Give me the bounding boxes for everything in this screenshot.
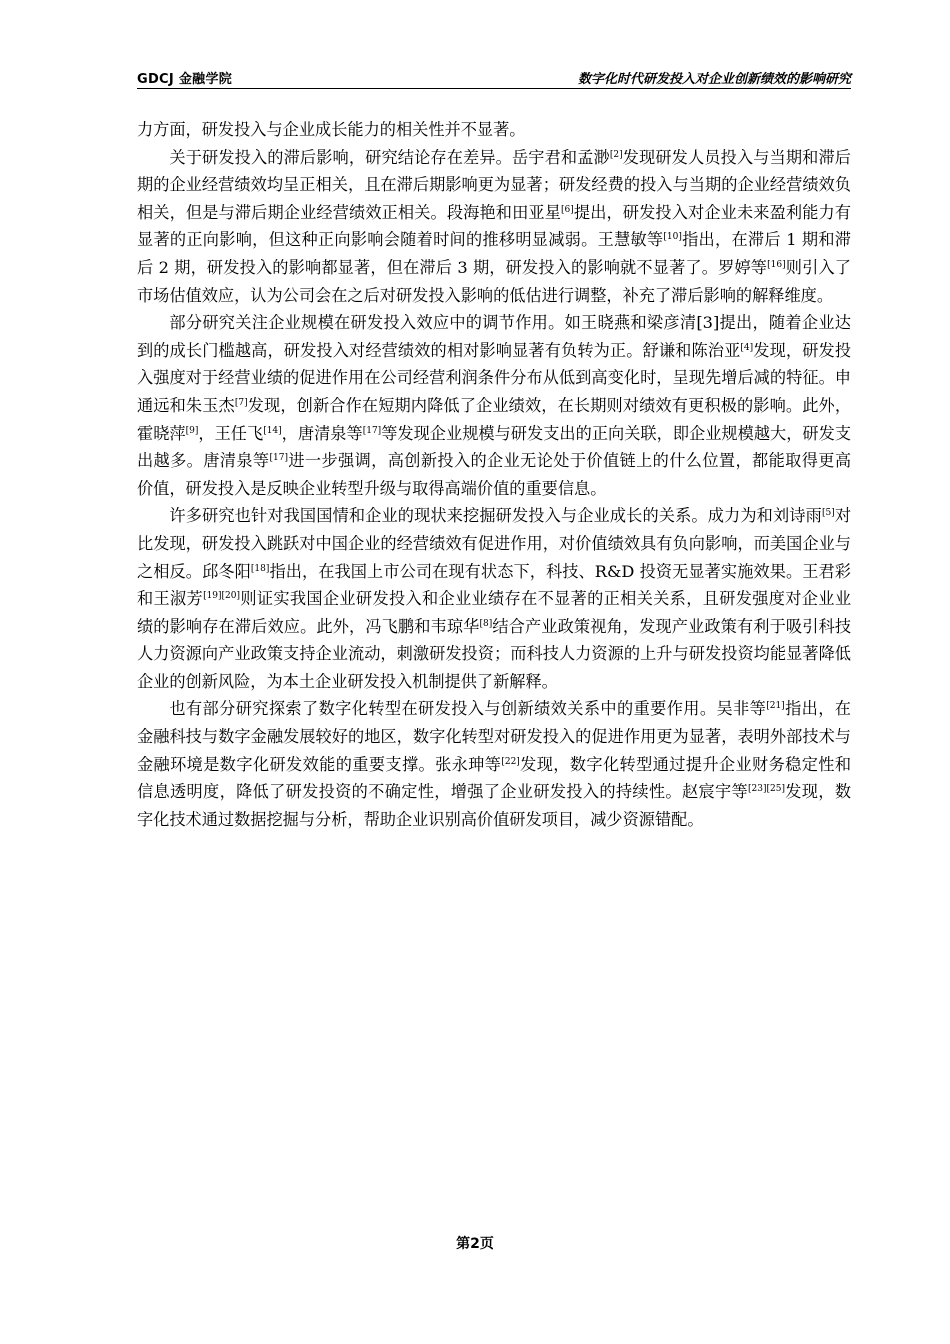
- paragraph-text: 力方面，研发投入与企业成长能力的相关性并不显著。: [137, 120, 526, 139]
- citation-marker: [2]: [609, 149, 623, 160]
- citation-marker: [10]: [663, 232, 682, 243]
- paragraph-text: 对比发现，研发投入跳跃对中国企业的经营绩效有促进作用，对价值绩效具有负向影响，而美国企业与之相反。邱冬阳: [137, 506, 852, 581]
- paragraph-text: 关于研发投入的滞后影响，研究结论存在差异。岳宇君和孟渺: [169, 147, 610, 167]
- paragraph-text: 结合产业政策视角，发现产业政策有利于吸引科技人力资源向产业政策支持企业流动，刺激研发投资；而科技人力资源的上升与研发投资均能显著降低企业的创新风险，为本土企业研发投入机制提供了新解释。: [137, 616, 852, 691]
- citation-marker: [6]: [561, 204, 574, 215]
- paragraph: [137, 144, 851, 310]
- paragraph-text: 发现，创新合作在短期内降低了企业绩效，在长期则对绩效有更积极的影响。此外，霍晓萍: [137, 395, 852, 443]
- citation-marker: [17]: [362, 425, 382, 436]
- paragraph-text: 也有部分研究探索了数字化转型在研发投入与创新绩效关系中的重要作用。吴非等: [169, 699, 767, 719]
- paragraph-text: 指出，在滞后 1 期和滞后 2 期，研发投入的影响都显著，但在滞后 3 期，研发投入的影响就不显著了。罗婷等: [137, 230, 851, 277]
- paragraph: [137, 695, 851, 833]
- citation-marker: [7]: [234, 397, 248, 408]
- paragraph-text: 等发现企业规模与研发支出的正向关联，即企业规模越大，研发支出越多。唐清泉等: [137, 423, 852, 471]
- paragraph-text: 则引入了市场估值效应，认为公司会在之后对研发投入影响的低估进行调整，补充了滞后影响的解释维度。: [137, 257, 851, 305]
- paragraph-text: 部分研究关注企业规模在研发投入效应中的调节作用。如王晓燕和梁彦清[3]提出，随着企业达到的成长门槛越高，研发投入对经营绩效的相对影响显著有负转为正。舒谦和陈治亚: [137, 313, 851, 360]
- paragraph-text: 发现，数字化转型通过提升企业财务稳定性和信息透明度，降低了研发投资的不确定性，增强了企业研发投入的持续性。赵宸宇等: [137, 754, 852, 802]
- citation-marker: [22]: [501, 756, 520, 767]
- header-title: 数字化时代研发投入对企业创新绩效的影响研究: [577, 72, 851, 87]
- citation-marker: [18]: [250, 563, 270, 574]
- citation-marker: [8]: [479, 618, 493, 629]
- paragraph-text: 提出，研发投入对企业未来盈利能力有显著的正向影响，但这种正向影响会随着时间的推移明显减弱。王慧敏等: [137, 202, 852, 250]
- citation-marker: [4]: [740, 342, 754, 353]
- paragraph-text: ，唐清泉等: [281, 423, 363, 443]
- paragraph: [137, 502, 851, 695]
- citation-marker: [16]: [767, 259, 786, 270]
- paragraph: [137, 116, 851, 144]
- paragraph-text: 发现研发人员投入与当期和滞后期的企业经营绩效均呈正相关，且在滞后期影响更为显著；研发经费的投入与当期的企业经营绩效负相关，但是与滞后期企业经营绩效正相关。段海艳和田亚星: [137, 147, 851, 222]
- paragraph-text: 进一步强调，高创新投入的企业无论处于价值链上的什么位置，都能取得更高价值，研发投入是反映企业转型升级与取得高端价值的重要信息。: [137, 451, 852, 498]
- paragraph-text: 指出，在金融科技与数字金融发展较好的地区，数字化转型对研发投入的促进作用更为显著，表明外部技术与金融环境是数字化研发效能的重要支撑。张永珅等: [137, 699, 851, 774]
- paragraph-text: 发现，数字化技术通过数据挖掘与分析，帮助企业识别高价值研发项目，减少资源错配。: [137, 782, 852, 829]
- citation-marker: [21]: [766, 701, 785, 712]
- citation-marker: [23][25]: [748, 784, 785, 795]
- citation-marker: [19][20]: [203, 591, 241, 602]
- citation-marker: [9]: [185, 425, 199, 436]
- document-body: [137, 116, 851, 833]
- page-number: 第2页: [456, 1236, 494, 1252]
- citation-marker: [5]: [821, 508, 835, 519]
- citation-marker: [17]: [269, 453, 288, 464]
- page-header: [137, 66, 851, 89]
- paragraph-text: 许多研究也针对我国国情和企业的现状来挖掘研发投入与企业成长的关系。成力为和刘诗雨: [169, 506, 822, 526]
- paragraph: [137, 309, 851, 502]
- citation-marker: [14]: [263, 425, 282, 436]
- paragraph-text: 发现，研发投入强度对于经营业绩的促进作用在公司经营利润条件分布从低到高变化时，呈现先增后减的特征。申通远和朱玉杰: [137, 340, 852, 415]
- paragraph-text: 指出，在我国上市公司在现有状态下，科技、R&D 投资无显著实施效果。王君彩和王淑芳: [137, 561, 851, 609]
- paragraph-text: 则证实我国企业研发投入和企业业绩存在不显著的正相关关系，且研发强度对企业业绩的影响存在滞后效应。此外，冯飞鹏和韦琼华: [137, 589, 852, 636]
- header-institution: GDCJ 金融学院: [137, 72, 233, 87]
- paragraph-text: ，王任飞: [198, 423, 264, 443]
